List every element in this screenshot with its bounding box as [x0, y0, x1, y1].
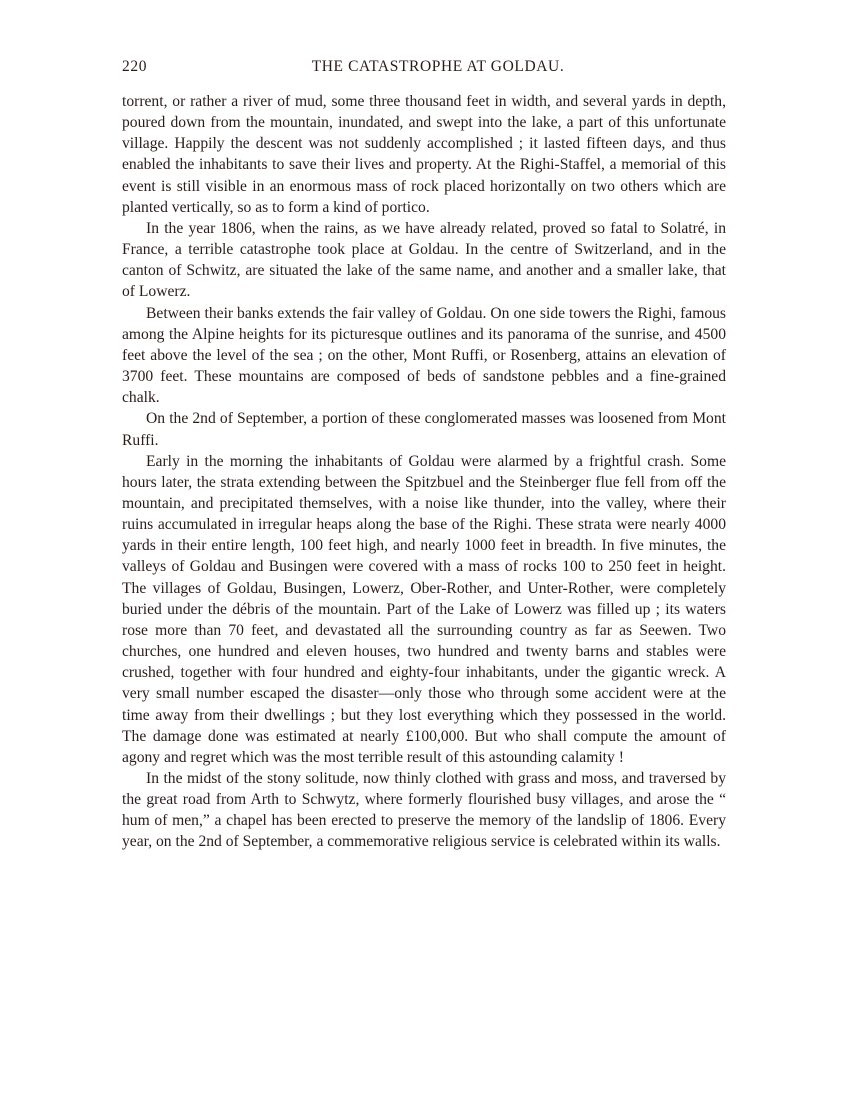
paragraph: On the 2nd of September, a portion of these conglomerated masses was loosened from Mont Ruffi.	[122, 410, 726, 449]
paragraph: Early in the morning the inhabitants of Goldau were alarmed by a frightful crash. Some hours later, the strata extending between the Spitzbuel and the Steinberger flue fell from off the mountain, and precipitated themselves, with a noise like thunder, into the valley, where their ruins accumulated in irregular heaps along the base of the Righi. These strata were nearly 4000 yards in their entire length, 100 feet high, and nearly 1000 feet in breadth. In five minutes, the valleys of Goldau and Busingen were covered with a mass of rocks 100 to 250 feet in height. The villages of Goldau, Busingen, Lowerz, Ober-Rother, and Unter-Rother, were completely buried under the débris of the mountain. Part of the Lake of Lowerz was filled up ; its waters rose more than 70 feet, and devastated all the surrounding country as far as Seewen. Two churches, one hundred and eleven houses, two hundred and twenty barns and stables were crushed, together with four hundred and eighty-four inhabitants, under the gigantic wreck. A very small number escaped the disaster—only those who through some accident were at the time away from their dwellings ; but they lost everything which they possessed in the world. The damage done was estimated at nearly £100,000. But who shall compute the amount of agony and regret which was the most terrible result of this astounding calamity !	[122, 452, 726, 766]
paragraph: In the midst of the stony solitude, now thinly clothed with grass and moss, and traversed by the great road from Arth to Schwytz, where formerly flourished busy villages, and arose the “ hum of men,” a chapel has been erected to preserve the memory of the landslip of 1806. Every year, on the 2nd of September, a commemorative religious service is celebrated within its walls.	[122, 770, 726, 851]
paragraph-continued: torrent, or rather a river of mud, some three thousand feet in width, and several yards in depth, poured down from the mountain, inundated, and swept into the lake, a part of this unfortunate village. Happily the descent was not suddenly accomplished ; it lasted fifteen days, and thus enabled the inhabitants to save their lives and property. At the Righi-Staffel, a memorial of this event is still visible in an enormous mass of rock placed horizontally on two others which are planted vertically, so as to form a kind of portico.	[122, 93, 726, 216]
running-title: THE CATASTROPHE AT GOLDAU.	[311, 58, 565, 75]
page-header	[122, 52, 726, 82]
paragraph: Between their banks extends the fair valley of Goldau. On one side towers the Righi, famous among the Alpine heights for its picturesque outlines and its panorama of the sunrise, and 4500 feet above the level of the sea ; on the other, Mont Ruffi, or Rosenberg, attains an elevation of 3700 feet. These mountains are composed of beds of sandstone pebbles and a fine-grained chalk.	[122, 304, 726, 407]
paragraph: In the year 1806, when the rains, as we have already related, proved so fatal to Solatré, in France, a terrible catastrophe took place at Goldau. In the centre of Switzerland, and in the canton of Schwitz, are situated the lake of the same name, and another and a smaller lake, that of Lowerz.	[122, 219, 726, 301]
page-number: 220	[122, 58, 148, 75]
body-text	[122, 91, 726, 853]
book-page	[122, 52, 726, 853]
